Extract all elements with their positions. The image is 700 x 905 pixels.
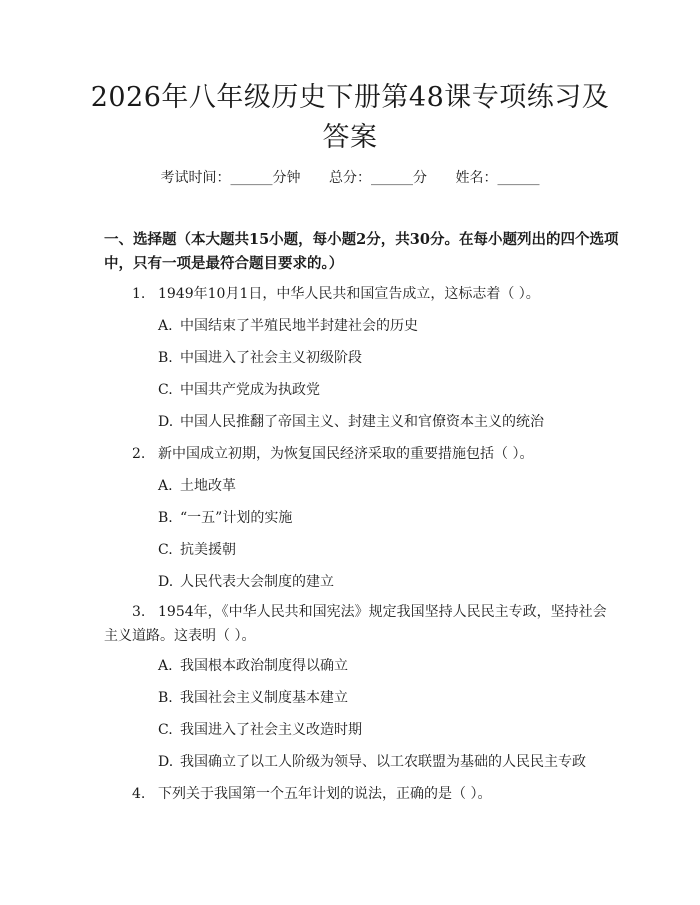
question-number: 1. <box>132 286 146 302</box>
option-text: 我国确立了以工人阶级为领导、以工农联盟为基础的人民民主专政 <box>180 754 586 770</box>
student-name-label: 姓名： <box>455 170 498 186</box>
option-letter: A. <box>158 478 173 494</box>
option-letter: D. <box>158 414 174 430</box>
option-letter: C. <box>158 542 173 558</box>
option-text: 中国结束了半殖民地半封建社会的历史 <box>180 318 418 334</box>
question-3 <box>104 600 620 648</box>
question-2-option-a <box>158 474 618 498</box>
option-text: 人民代表大会制度的建立 <box>180 574 334 590</box>
question-3-option-b <box>158 686 618 710</box>
question-text: 1954年，《中华人民共和国宪法》规定我国坚持人民民主专政，坚持社会主义道路。这表明（ ）。 <box>104 604 607 644</box>
option-letter: A. <box>158 318 173 334</box>
exam-time-blank: ______ <box>230 170 273 186</box>
option-text: 土地改革 <box>180 478 236 494</box>
question-text: 1949年10月1日，中华人民共和国宣告成立，这标志着（ ）。 <box>158 286 540 302</box>
page-title: 2026年八年级历史下册第48课专项练习及答案 <box>90 82 610 153</box>
question-number: 4. <box>132 786 146 802</box>
student-name-field <box>455 168 539 188</box>
option-text: 我国社会主义制度基本建立 <box>180 690 348 706</box>
question-1-option-c <box>158 378 618 402</box>
option-text: 我国根本政治制度得以确立 <box>180 658 348 674</box>
option-letter: B. <box>158 690 173 706</box>
option-letter: B. <box>158 510 173 526</box>
option-text: “一五”计划的实施 <box>180 510 293 526</box>
option-letter: A. <box>158 658 173 674</box>
question-3-option-d <box>158 750 618 774</box>
question-text: 下列关于我国第一个五年计划的说法，正确的是（ ）。 <box>158 786 492 802</box>
exam-time-label: 考试时间： <box>160 170 231 186</box>
section-heading: 一、选择题（本大题共15小题，每小题2分，共30分。在每小题列出的四个选项中，只有一项是最符合题目要求的。） <box>104 231 619 272</box>
question-2-option-d <box>158 570 618 594</box>
option-letter: C. <box>158 382 173 398</box>
question-number: 2. <box>132 446 146 462</box>
student-name-blank: ______ <box>497 170 540 186</box>
question-1-option-b <box>158 346 618 370</box>
option-letter: C. <box>158 722 173 738</box>
option-text: 中国进入了社会主义初级阶段 <box>180 350 362 366</box>
total-score-field <box>329 168 427 188</box>
exam-time-field <box>161 168 301 188</box>
question-1-option-d <box>158 410 618 434</box>
question-3-option-a <box>158 654 618 678</box>
question-2-option-b <box>158 506 618 530</box>
question-number: 3. <box>132 604 146 620</box>
question-1 <box>104 282 620 306</box>
option-text: 中国共产党成为执政党 <box>180 382 320 398</box>
option-text: 我国进入了社会主义改造时期 <box>180 722 362 738</box>
question-1-option-a <box>158 314 618 338</box>
question-2 <box>104 442 620 466</box>
exam-info-line <box>0 168 700 188</box>
option-letter: B. <box>158 350 173 366</box>
question-4 <box>104 782 620 806</box>
option-text: 中国人民推翻了帝国主义、封建主义和官僚资本主义的统治 <box>180 414 544 430</box>
question-text: 新中国成立初期，为恢复国民经济采取的重要措施包括（ ）。 <box>158 446 534 462</box>
question-3-option-c <box>158 718 618 742</box>
option-text: 抗美援朝 <box>180 542 236 558</box>
option-letter: D. <box>158 574 174 590</box>
question-2-option-c <box>158 538 618 562</box>
exam-time-unit: 分钟 <box>272 170 301 186</box>
total-score-blank: ______ <box>371 170 413 186</box>
total-score-label: 总分： <box>329 170 371 186</box>
option-letter: D. <box>158 754 174 770</box>
total-score-unit: 分 <box>413 170 427 186</box>
